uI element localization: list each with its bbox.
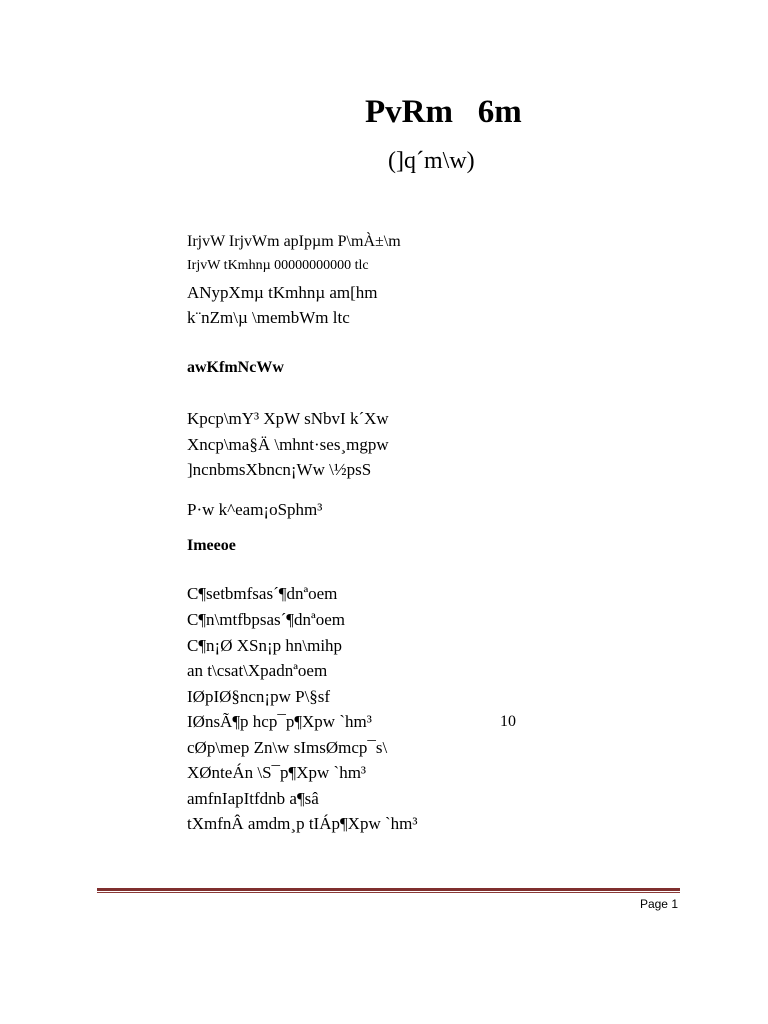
intro-line-2: IrjvW tKmhnµ 00000000000 tlc (187, 258, 369, 273)
verse-line-3: ]ncnbmsXbncn¡Ww \½psS (187, 460, 372, 479)
poem-line-8: XØnteÁn \S¯p¶Xpw `hm³ (187, 763, 367, 782)
poem-line-5: IØpIØ§ncn¡pw P\§sf (187, 687, 331, 706)
poem-line-4: an t\csat\Xpadnªoem (187, 661, 328, 680)
poem-line-1: C¶setbmfsas´¶dnªoem (187, 584, 338, 603)
verse-line-1: Kpcp\mY³ XpW sNbvI k´Xw (187, 409, 389, 428)
page-number: Page 1 (639, 897, 678, 911)
document-title: PvRm 6m (365, 94, 522, 130)
poem-line-6: IØnsÃ¶p hcp¯p¶Xpw `hm³ (187, 712, 372, 731)
intro-line-4: k¨nZm\µ \membWm ltc (187, 308, 350, 327)
verse-line-4: P·w k^eam¡oSphm³ (187, 500, 323, 519)
footer-divider-thin (97, 892, 680, 893)
intro-line-1: IrjvW IrjvWm apIpµm P\mÀ±\m (187, 233, 401, 250)
footer-divider (97, 888, 680, 891)
line-number: 10 (500, 713, 516, 730)
document-subtitle: (]q´m\w) (388, 148, 475, 174)
poem-line-3: C¶n¡Ø XSn¡p hn\mihp (187, 636, 343, 655)
intro-line-3: ANypXmµ tKmhnµ am[hm (187, 283, 378, 302)
verse-line-2: Xncp\ma§Ä \mhnt·ses¸mgpw (187, 435, 389, 454)
poem-line-2: C¶n\mtfbpsas´¶dnªoem (187, 610, 345, 629)
poem-line-10: tXmfnÂ amdm¸p tIÁp¶Xpw `hm³ (187, 814, 418, 833)
section-heading-2: Imeeoe (187, 537, 236, 554)
section-heading-1: awKfmNcWw (187, 359, 284, 376)
poem-line-9: amfnIapItfdnb a¶sâ (187, 789, 319, 808)
poem-line-7: cØp\mep Zn\w sImsØmcp¯s\ (187, 738, 388, 757)
